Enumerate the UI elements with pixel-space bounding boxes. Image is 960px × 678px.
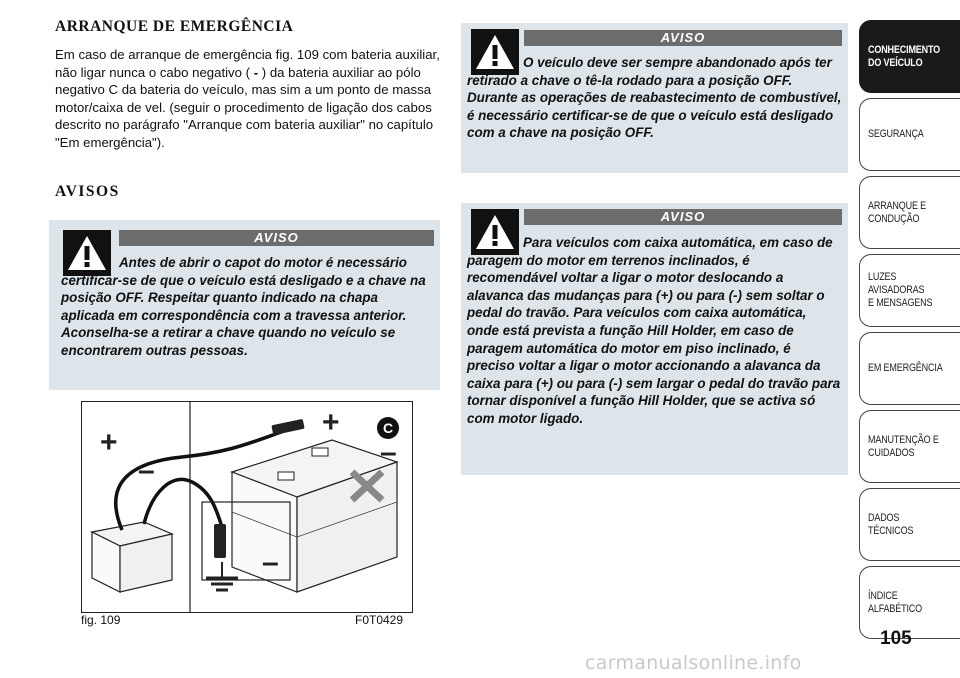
tab-label: MANUTENÇÃO E CUIDADOS — [868, 433, 939, 459]
tab-label: ARRANQUE E CONDUÇÃO — [868, 199, 927, 225]
plus-sign: + — [322, 406, 340, 439]
aux-minus-sign: – — [138, 454, 155, 487]
warning-label: AVISO — [524, 209, 842, 225]
figure-code: F0T0429 — [355, 613, 404, 627]
warning-label: AVISO — [524, 30, 842, 46]
ground-minus-sign: – — [262, 546, 279, 579]
aux-plus-sign: + — [100, 426, 118, 459]
figure-label: fig. 109 — [81, 613, 121, 627]
callout-c: C — [382, 420, 394, 436]
warning-text: Para veículos com caixa automática, em caso de paragem do motor em terrenos inclinados, é recomendável voltar a ligar o motor deslocando a alavanca das mudanças para (+) ou para (-) sem soltar o pedal do travão. Para veículos com caixa automática, onde está prevista a função Hill Holder, em caso de paragem automática do motor em piso inclinado, é preciso voltar a ligar o motor accionando a alavanca da caixa para (+) ou para (-) sem largar o pedal do travão para tornar disponível a função Hill Holder, que se activa só com motor ligado. — [467, 235, 841, 426]
warning-box-2 — [461, 23, 848, 173]
tab-label: CONHECIMENTO DO VEÍCULO — [868, 43, 941, 69]
section-title: ARRANQUE DE EMERGÊNCIA — [55, 18, 294, 35]
jump-start-illustration — [82, 402, 412, 612]
warning-box-3 — [461, 203, 848, 475]
minus-sign: – — [380, 436, 397, 469]
warning-text: Antes de abrir o capot do motor é necessário certificar-se de que o veículo está desligado e a chave na posição OFF. Respeitar quanto indicado na chapa aplicada em correspondência com a travessa anterior. Aconselha-se a retirar a chave quando no veículo se encontrarem outras pessoas. — [61, 255, 426, 358]
tab-label: ÍNDICE ALFABÉTICO — [868, 589, 923, 615]
jump-start-figure — [81, 401, 413, 613]
tab-seguranca[interactable] — [859, 98, 960, 171]
negative-symbol: - — [250, 64, 262, 80]
tab-label: LUZES AVISADORAS E MENSAGENS — [868, 271, 933, 309]
watermark: carmanualsonline.info — [585, 652, 802, 674]
tab-label: SEGURANÇA — [868, 128, 924, 140]
intro-paragraph — [55, 46, 443, 152]
tab-label: DADOS TÉCNICOS — [868, 511, 914, 537]
warnings-heading: AVISOS — [55, 183, 120, 200]
intro-part2: ) da bateria auxiliar ao pólo negativo C da bateria do veículo, mas sim a um ponto de massa motor/caixa de vel. (seguir o procedimento de ligação dos cabos descrito no parágrafo "Arranque com bateria auxiliar" no capítulo "Em emergência"). — [55, 64, 434, 150]
intro-part1: Em caso de arranque de emergência fig. 109 com bateria auxiliar, não ligar nunca o cabo negativo ( — [55, 47, 440, 80]
warning-label: AVISO — [119, 230, 434, 246]
tab-label: EM EMERGÊNCIA — [868, 362, 943, 374]
tab-manutencao-e-cuidados[interactable] — [859, 410, 960, 483]
tab-conhecimento-do-veiculo[interactable] — [859, 20, 960, 93]
warning-box-1 — [49, 220, 440, 390]
page-number: 105 — [880, 628, 912, 649]
warning-text: O veículo deve ser sempre abandonado após ter retirado a chave o tê-la rodado para a posição OFF. Durante as operações de reabastecimento de combustível, é necessário certificar-se de que o veículo está desligado com a chave na posição OFF. — [467, 55, 842, 141]
tab-dados-tecnicos[interactable] — [859, 488, 960, 561]
tab-luzes-avisadoras[interactable] — [859, 254, 960, 327]
tab-arranque-e-conducao[interactable] — [859, 176, 960, 249]
tab-em-emergencia[interactable] — [859, 332, 960, 405]
